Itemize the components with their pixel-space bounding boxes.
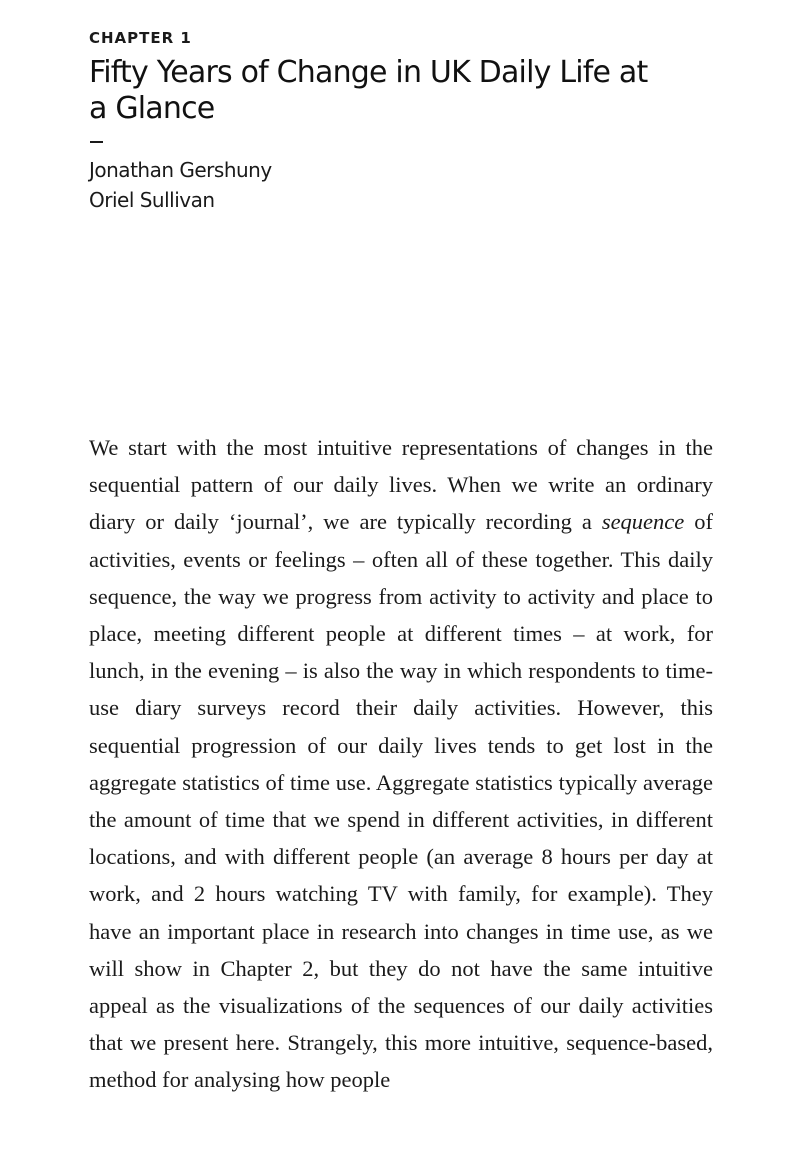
emphasized-word: sequence xyxy=(601,509,685,535)
author-name: Jonathan Gershuny xyxy=(89,158,272,182)
title-divider xyxy=(90,141,103,143)
paragraph-text: We start with the most intuitive representations of changes in the sequential pattern of our daily lives. When we write an ordinary diary or daily ‘journal’, we are typically recording a xyxy=(89,435,713,535)
chapter-label: CHAPTER 1 xyxy=(89,29,192,47)
paragraph-text: of activities, events or feelings – often all of these together. This daily sequence, the way we progress from activity to activity and place to place, meeting different people at different times – at work, for lunch, in the evening – is also the way in which respondents to time-use diary surveys record their daily activities. However, this sequential progression of our daily lives tends to get lost in the aggregate statistics of time use. Aggregate statistics typically average the amount of time that we spend in different activities, in different locations, and with different people (an average 8 hours per day at work, and 2 hours watching TV with family, for example). They have an important place in research into changes in time use, as we will show in Chapter 2, but they do not have the same intuitive appeal as the visualizations of the sequences of our daily activities that we present here. Strangely, this more intuitive, sequence-based, method for analysing how people xyxy=(89,509,713,1093)
document-page xyxy=(89,0,713,1161)
author-name: Oriel Sullivan xyxy=(89,188,215,212)
author-list xyxy=(89,155,272,215)
body-paragraph xyxy=(89,429,713,1099)
chapter-title: Fifty Years of Change in UK Daily Life at a Glance xyxy=(89,55,648,126)
